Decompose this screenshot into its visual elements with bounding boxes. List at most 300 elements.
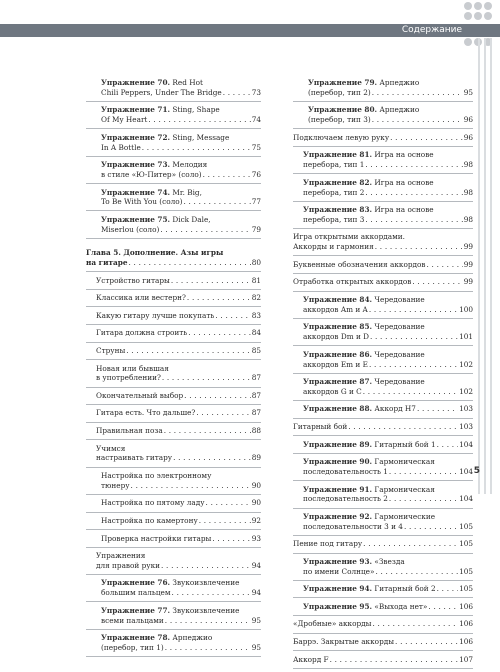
toc-entry-title: «Дробные» аккорды (293, 619, 372, 629)
toc-entry-text (86, 248, 223, 258)
toc-separator (293, 101, 473, 102)
exercise-label: Упражнение 75. (101, 214, 171, 224)
toc-entry-line (96, 293, 261, 303)
toc-entry-title: Мелодия (172, 160, 208, 170)
dot-leader (369, 305, 458, 315)
toc-entry-text (303, 205, 434, 215)
toc-page-number: 104 (459, 494, 473, 504)
dot-leader (372, 619, 458, 629)
toc-entry[interactable] (86, 633, 261, 653)
toc-page-number: 84 (251, 328, 261, 338)
toc-entry-line (101, 143, 261, 153)
dot-leader (417, 404, 458, 414)
toc-entry-text (303, 305, 368, 315)
toc-page-number: 101 (459, 332, 473, 342)
toc-entry[interactable] (86, 188, 261, 208)
toc-entry[interactable] (86, 534, 261, 544)
toc-entry-line (303, 360, 473, 370)
toc-entry-title: по имени Солнце» (303, 566, 375, 576)
dot-leader (389, 494, 458, 504)
toc-entry-title: настраивать гитару (96, 453, 173, 463)
toc-separator (86, 601, 261, 602)
toc-entry-title: большим пальцем (101, 588, 171, 598)
dot-leader (389, 467, 458, 477)
toc-separator (86, 529, 261, 530)
toc-entry[interactable] (86, 215, 261, 235)
toc-page-number: 87 (251, 408, 261, 418)
toc-entry-text (293, 655, 329, 665)
toc-entry-text (303, 360, 368, 370)
toc-entry-text (101, 516, 198, 526)
toc-page-number: 85 (251, 345, 261, 355)
toc-entry[interactable] (293, 350, 473, 370)
toc-page-number: 90 (251, 498, 261, 508)
toc-separator (293, 400, 473, 401)
toc-entry-text (101, 105, 220, 115)
toc-entry-line (101, 471, 261, 481)
toc-entry-title: Chili Peppers, Under The Bridge (101, 87, 222, 97)
toc-entry[interactable] (293, 295, 473, 315)
toc-entry[interactable] (293, 557, 473, 577)
toc-entry[interactable] (293, 512, 473, 532)
toc-entry-text (303, 332, 369, 342)
toc-entry[interactable] (86, 311, 261, 321)
toc-entry-line (303, 457, 473, 467)
toc-entry-title: аккордов Em и E (303, 359, 368, 369)
toc-entry-line (96, 276, 261, 286)
toc-chapter-entry[interactable] (86, 248, 261, 268)
dot-leader (131, 481, 251, 491)
toc-separator (86, 289, 261, 290)
toc-entry[interactable] (293, 205, 473, 225)
dot-leader (372, 115, 463, 125)
toc-entry-line (86, 258, 261, 268)
toc-entry-text (101, 188, 202, 198)
toc-separator (86, 156, 261, 157)
dot-leader (212, 534, 250, 544)
toc-page-number: 83 (251, 310, 261, 320)
toc-entry[interactable] (293, 232, 473, 252)
toc-entry-line (293, 277, 473, 287)
toc-entry[interactable] (293, 277, 473, 287)
dot-leader (412, 277, 462, 287)
toc-entry-title: Гитарный бой (293, 422, 348, 432)
toc-entry-text (293, 539, 362, 549)
dot-leader (369, 360, 458, 370)
dot-leader (365, 215, 462, 225)
toc-entry-title: Арпеджио (172, 633, 213, 643)
toc-separator (86, 574, 261, 575)
toc-entry-title: Устройство гитары (96, 275, 170, 285)
dot-icon (474, 2, 482, 10)
toc-separator (86, 467, 261, 468)
toc-page-number: 105 (459, 584, 473, 594)
toc-entry-line (303, 322, 473, 332)
toc-entry-title: Баррэ. Закрытые аккорды (293, 637, 395, 647)
toc-entry-title: Пение под гитару (293, 539, 363, 549)
toc-entry-title: Гитарный бой 2 (374, 584, 436, 594)
toc-entry-title: Упражнения (96, 551, 146, 561)
toc-entry[interactable] (293, 619, 473, 629)
toc-entry-text (303, 404, 416, 414)
toc-entry-title: Настройка по пятому ладу (101, 498, 205, 508)
toc-entry-title: (перебор, тип 3) (308, 115, 371, 125)
toc-entry-title: Mr. Big, (172, 187, 202, 197)
toc-entry-line (96, 408, 261, 418)
toc-entry[interactable] (86, 471, 261, 491)
toc-entry-line (303, 160, 473, 170)
dot-leader (203, 170, 251, 180)
toc-entry-line (303, 205, 473, 215)
toc-entry[interactable] (293, 422, 473, 432)
toc-entry[interactable] (293, 637, 473, 647)
toc-entry[interactable] (86, 391, 261, 401)
toc-entry[interactable] (86, 328, 261, 338)
toc-entry-title: последовательность 1 (303, 467, 388, 477)
dot-leader (142, 143, 251, 153)
exercise-label: Упражнение 89. (303, 439, 373, 449)
toc-entry-line (303, 305, 473, 315)
toc-page-number: 106 (459, 637, 473, 647)
toc-entry-text (101, 170, 202, 180)
toc-entry-title: Звукоизвлечение (172, 605, 240, 615)
page-header (0, 0, 500, 34)
dot-icon (464, 2, 472, 10)
exercise-label: Упражнение 83. (303, 205, 373, 215)
dot-leader (165, 616, 251, 626)
toc-entry-text (96, 391, 183, 401)
toc-entry-line (101, 578, 261, 588)
toc-entry-line (303, 440, 473, 450)
exercise-label: Упражнение 74. (101, 187, 171, 197)
toc-entry-text (308, 88, 371, 98)
toc-page-number: 79 (251, 224, 261, 234)
toc-entry-title: тюнеру (101, 480, 130, 490)
toc-entry-title: на гитаре (86, 258, 128, 268)
exercise-label: Упражнение 82. (303, 177, 373, 187)
dot-leader (215, 311, 250, 321)
toc-entry-text (96, 364, 169, 374)
toc-separator (293, 291, 473, 292)
toc-entry-title: Аккорд H7 (374, 404, 416, 414)
toc-entry-text (86, 258, 128, 268)
toc-entry-text (101, 78, 203, 88)
toc-entry-text (101, 534, 211, 544)
toc-entry-line (101, 616, 261, 626)
toc-entry-line (96, 364, 261, 374)
toc-entry-line (101, 78, 261, 88)
toc-entry-line (101, 105, 261, 115)
dot-leader (173, 453, 251, 463)
toc-entry-title: Звукоизвлечение (172, 578, 240, 588)
toc-page-number: 95 (463, 87, 473, 97)
toc-separator (86, 324, 261, 325)
toc-entry-line (303, 557, 473, 567)
toc-entry[interactable] (86, 444, 261, 464)
toc-entry-line (308, 78, 473, 88)
toc-entry-text (293, 260, 426, 270)
toc-entry[interactable] (293, 485, 473, 505)
toc-entry-line (293, 637, 473, 647)
toc-entry-title: аккордов Dm и D (303, 332, 369, 342)
toc-entry-text (303, 188, 364, 198)
toc-entry-line (101, 606, 261, 616)
toc-entry-line (303, 215, 473, 225)
toc-entry-text (96, 444, 125, 454)
toc-entry[interactable] (86, 606, 261, 626)
toc-entry-text (101, 578, 239, 588)
toc-page-number: 92 (251, 515, 261, 525)
toc-entry-title: (перебор, тип 2) (308, 87, 371, 97)
toc-separator (86, 439, 261, 440)
toc-page-number: 94 (251, 560, 261, 570)
margin-rule (484, 38, 486, 494)
toc-separator (86, 306, 261, 307)
toc-separator (86, 101, 261, 102)
toc-entry-title: Проверка настройки гитары (101, 533, 212, 543)
toc-entry-title: перебора, тип 2 (303, 187, 365, 197)
toc-entry-line (101, 88, 261, 98)
toc-entry-line (293, 232, 473, 242)
toc-entry-text (101, 160, 207, 170)
exercise-label: Упражнение 80. (308, 105, 378, 115)
toc-entry-title: Настройка по камертону (101, 515, 198, 525)
toc-entry-text (303, 178, 434, 188)
toc-entry-text (303, 485, 435, 495)
toc-entry-line (293, 539, 473, 549)
toc-entry[interactable] (86, 160, 261, 180)
margin-rule (478, 38, 480, 494)
toc-entry-line (303, 295, 473, 305)
toc-page-number: 98 (463, 187, 473, 197)
toc-entry-line (303, 602, 473, 612)
dot-leader (184, 391, 251, 401)
toc-entry-title: Буквенные обозначения аккордов (293, 259, 426, 269)
toc-entry-line (101, 534, 261, 544)
exercise-label: Упражнение 91. (303, 484, 373, 494)
toc-entry-title: всеми пальцами (101, 615, 164, 625)
dot-leader (223, 88, 251, 98)
toc-entry-title: Miserlou (соло) (101, 224, 160, 234)
dot-leader (161, 561, 251, 571)
toc-entry-title: «Выхода нет» (374, 601, 428, 611)
toc-entry-line (96, 346, 261, 356)
toc-entry[interactable] (293, 404, 473, 414)
toc-entry-line (303, 377, 473, 387)
toc-entry-title: перебора, тип 1 (303, 160, 365, 170)
toc-entry-text (101, 115, 147, 125)
toc-page-number: 104 (459, 439, 473, 449)
toc-entry[interactable] (293, 150, 473, 170)
toc-entry-text (96, 453, 172, 463)
toc-entry[interactable] (293, 602, 473, 612)
toc-entry-line (96, 391, 261, 401)
toc-entry-line (101, 633, 261, 643)
toc-entry[interactable] (293, 377, 473, 397)
toc-separator (86, 271, 261, 272)
toc-entry-text (303, 160, 364, 170)
toc-entry-title: для правой руки (96, 560, 161, 570)
toc-entry-title: Классика или вестерн? (96, 293, 186, 303)
toc-entry[interactable] (293, 539, 473, 549)
toc-entry-text (308, 78, 419, 88)
toc-entry-title: Окончательный выбор (96, 390, 184, 400)
toc-entry-text (303, 584, 436, 594)
toc-entry-text (303, 215, 364, 225)
toc-entry-line (303, 567, 473, 577)
toc-entry-line (303, 584, 473, 594)
toc-entry-text (101, 588, 171, 598)
toc-page-number: 94 (251, 588, 261, 598)
toc-entry[interactable] (86, 408, 261, 418)
toc-entry-text (96, 426, 163, 436)
toc-entry-line (303, 150, 473, 160)
toc-page-number: 82 (251, 293, 261, 303)
toc-entry-text (101, 143, 141, 153)
toc-entry-line (303, 350, 473, 360)
toc-entry-line (293, 242, 473, 252)
toc-entry-title: Какую гитару лучше покупать (96, 310, 215, 320)
toc-entry-title: Игра открытыми аккордами. (293, 232, 405, 242)
toc-page-number: 93 (251, 533, 261, 543)
toc-entry-text (96, 408, 195, 418)
toc-entry-line (101, 197, 261, 207)
toc-entry-title: Арпеджио (379, 105, 420, 115)
toc-page-number: 99 (463, 242, 473, 252)
toc-page-number: 98 (463, 214, 473, 224)
toc-separator (293, 453, 473, 454)
dot-leader (164, 426, 251, 436)
toc-entry[interactable] (86, 516, 261, 526)
exercise-label: Упражнение 81. (303, 150, 373, 160)
dot-leader (348, 422, 458, 432)
toc-entry-text (101, 133, 229, 143)
toc-entry-text (96, 276, 170, 286)
toc-entry-text (101, 481, 130, 491)
toc-entry-text (303, 567, 374, 577)
toc-entry-title: Гитара должна строить (96, 328, 188, 338)
toc-page-number: 99 (463, 259, 473, 269)
toc-entry-title: Гитара есть. Что дальше? (96, 408, 196, 418)
toc-entry-title: Sting, Message (172, 132, 230, 142)
toc-entry-line (293, 619, 473, 629)
toc-entry-line (293, 655, 473, 665)
toc-entry[interactable] (86, 133, 261, 153)
toc-separator (293, 373, 473, 374)
toc-entry[interactable] (293, 457, 473, 477)
toc-separator (293, 173, 473, 174)
toc-entry-line (101, 643, 261, 653)
toc-entry-text (293, 232, 405, 242)
toc-separator (293, 146, 473, 147)
toc-entry[interactable] (86, 578, 261, 598)
toc-separator (293, 318, 473, 319)
toc-entry-text (96, 551, 145, 561)
toc-entry-text (303, 467, 388, 477)
toc-entry-line (96, 426, 261, 436)
dot-leader (199, 516, 251, 526)
exercise-label: Упражнение 94. (303, 584, 373, 594)
toc-entry[interactable] (293, 178, 473, 198)
toc-entry-line (303, 404, 473, 414)
toc-page-number: 74 (251, 115, 261, 125)
toc-entry[interactable] (86, 276, 261, 286)
toc-entry[interactable] (293, 584, 473, 594)
toc-entry[interactable] (86, 78, 261, 98)
toc-entry-text (303, 440, 436, 450)
toc-entry[interactable] (86, 426, 261, 436)
dot-leader (363, 539, 458, 549)
toc-page-number: 102 (459, 359, 473, 369)
dot-icon (464, 38, 472, 46)
toc-entry-line (101, 115, 261, 125)
toc-entry-text (303, 387, 362, 397)
dot-leader (375, 242, 463, 252)
dot-leader (428, 602, 458, 612)
toc-separator (86, 629, 261, 630)
toc-entry-title: в употреблении? (96, 373, 161, 383)
toc-entry-line (303, 332, 473, 342)
toc-separator (86, 342, 261, 343)
toc-entry[interactable] (86, 551, 261, 571)
toc-page-number: 81 (251, 275, 261, 285)
toc-entry-text (293, 637, 394, 647)
toc-entry-line (303, 387, 473, 397)
toc-entry-line (96, 444, 261, 454)
toc-entry[interactable] (293, 133, 473, 143)
toc-entry-title: Гармонические (374, 511, 436, 521)
dot-leader (365, 160, 462, 170)
toc-entry[interactable] (86, 346, 261, 356)
toc-entry-text (96, 311, 214, 321)
toc-entry[interactable] (293, 105, 473, 125)
toc-entry-text (96, 293, 186, 303)
exercise-label: Упражнение 70. (101, 78, 171, 87)
toc-entry[interactable] (86, 293, 261, 303)
toc-separator (293, 128, 473, 129)
toc-entry[interactable] (293, 440, 473, 450)
toc-entry-text (303, 522, 403, 532)
toc-entry-line (293, 422, 473, 432)
exercise-label: Упражнение 87. (303, 377, 373, 387)
dot-leader (372, 88, 463, 98)
toc-page-number: 75 (251, 142, 261, 152)
toc-entry[interactable] (86, 105, 261, 125)
toc-entry[interactable] (293, 78, 473, 98)
toc-page-number: 106 (459, 619, 473, 629)
toc-entry[interactable] (293, 322, 473, 342)
toc-entry[interactable] (293, 260, 473, 270)
exercise-label: Упражнение 92. (303, 511, 373, 521)
toc-separator (293, 345, 473, 346)
toc-separator (86, 359, 261, 360)
exercise-label: Упражнение 73. (101, 160, 171, 170)
toc-separator (293, 201, 473, 202)
toc-entry[interactable] (86, 364, 261, 384)
toc-separator (293, 228, 473, 229)
toc-entry[interactable] (293, 655, 473, 665)
toc-entry-text (303, 350, 425, 360)
toc-entry-text (303, 295, 425, 305)
toc-page-number: 90 (251, 480, 261, 490)
toc-page-number: 96 (463, 132, 473, 142)
exercise-label: Упражнение 85. (303, 322, 373, 332)
toc-entry-text (96, 561, 160, 571)
toc-entry-line (303, 522, 473, 532)
toc-page-number: 100 (459, 304, 473, 314)
toc-page-number: 103 (459, 404, 473, 414)
toc-entry-title: Гитарный бой 1 (374, 439, 436, 449)
